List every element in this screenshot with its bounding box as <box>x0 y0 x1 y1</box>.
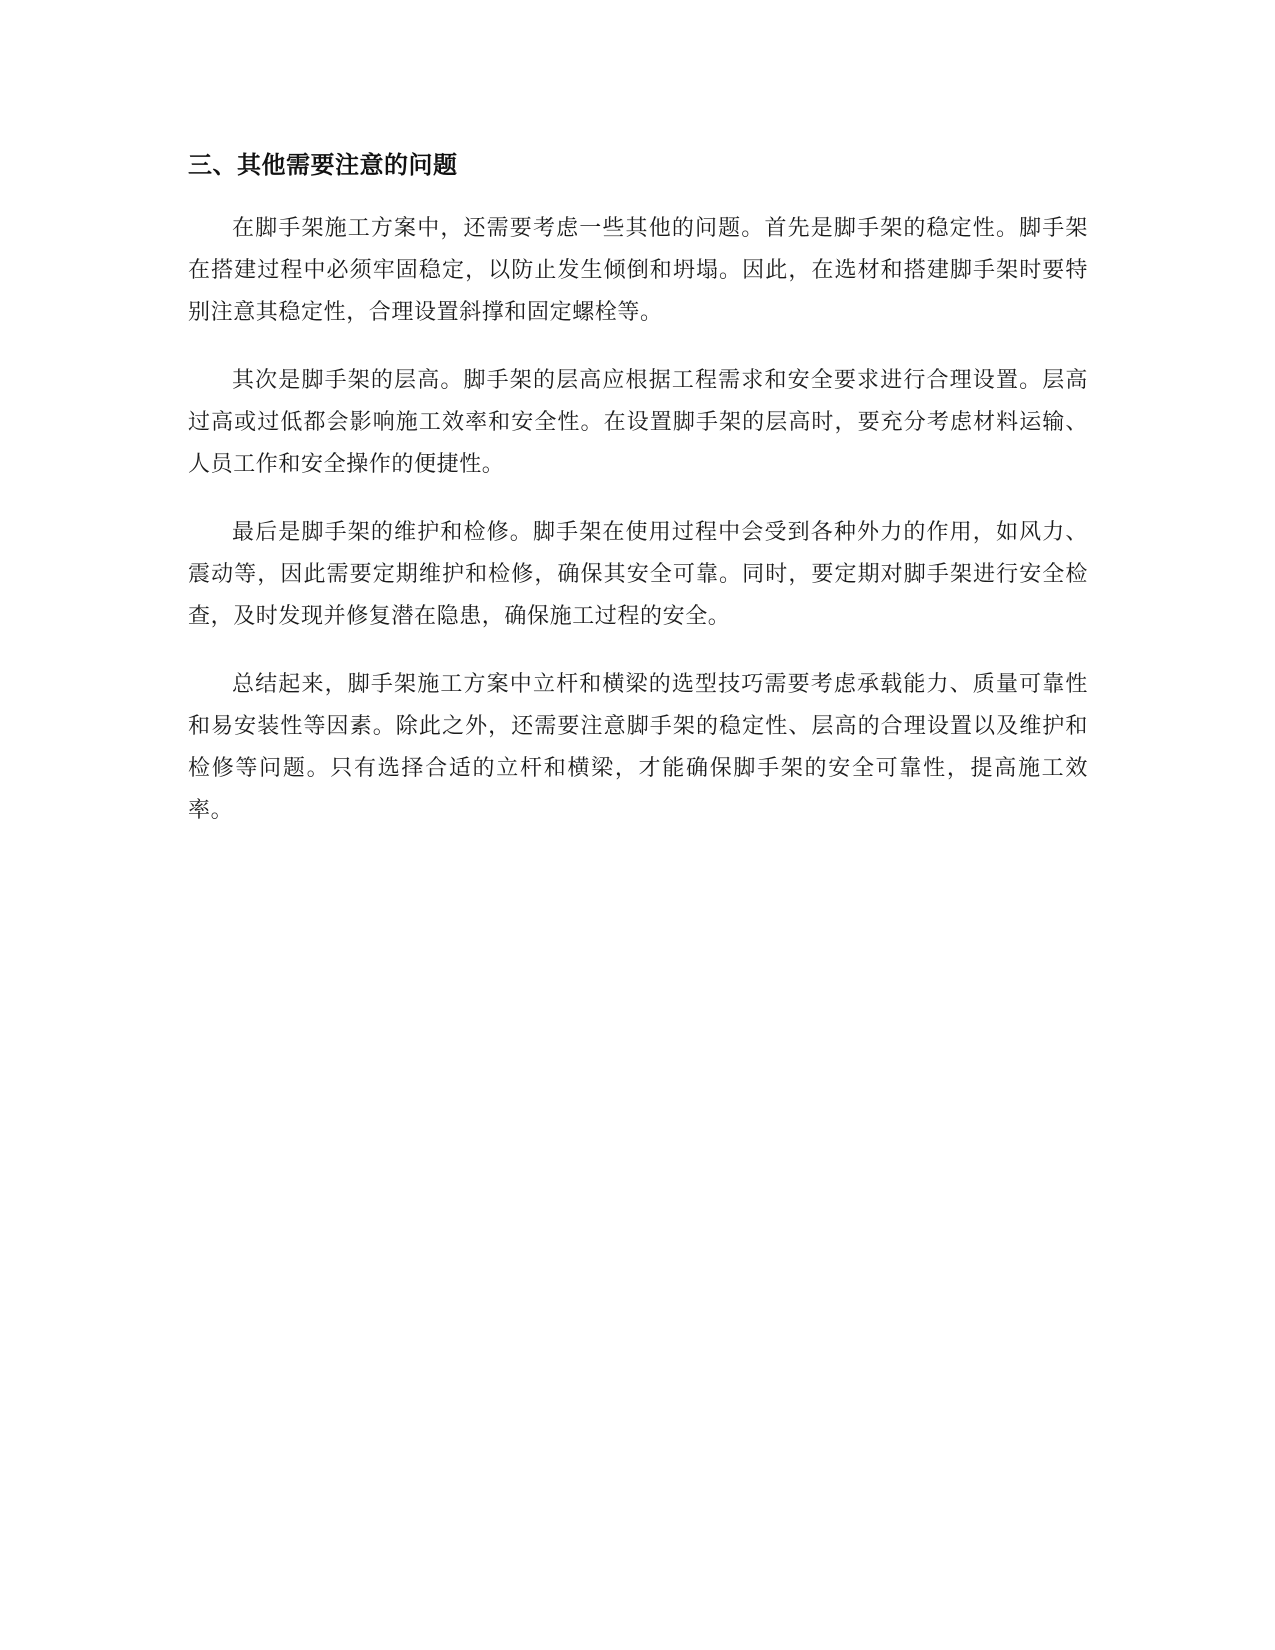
document-body <box>188 148 1088 858</box>
paragraph-maintenance: 最后是脚手架的维护和检修。脚手架在使用过程中会受到各种外力的作用，如风力、震动等，因此需要定期维护和检修，确保其安全可靠。同时，要定期对脚手架进行安全检查，及时发现并修复潜在隐患，确保施工过程的安全。 <box>188 520 1088 629</box>
paragraph-stability: 在脚手架施工方案中，还需要考虑一些其他的问题。首先是脚手架的稳定性。脚手架在搭建过程中必须牢固稳定，以防止发生倾倒和坍塌。因此，在选材和搭建脚手架时要特别注意其稳定性，合理设置斜撑和固定螺栓等。 <box>188 216 1088 325</box>
paragraph-floor-height: 其次是脚手架的层高。脚手架的层高应根据工程需求和安全要求进行合理设置。层高过高或过低都会影响施工效率和安全性。在设置脚手架的层高时，要充分考虑材料运输、人员工作和安全操作的便捷性。 <box>188 368 1088 477</box>
section-heading: 三、其他需要注意的问题 <box>188 151 458 179</box>
paragraph-summary: 总结起来，脚手架施工方案中立杆和横梁的选型技巧需要考虑承载能力、质量可靠性和易安装性等因素。除此之外，还需要注意脚手架的稳定性、层高的合理设置以及维护和检修等问题。只有选择合适的立杆和横梁，才能确保脚手架的安全可靠性，提高施工效率。 <box>188 672 1088 823</box>
